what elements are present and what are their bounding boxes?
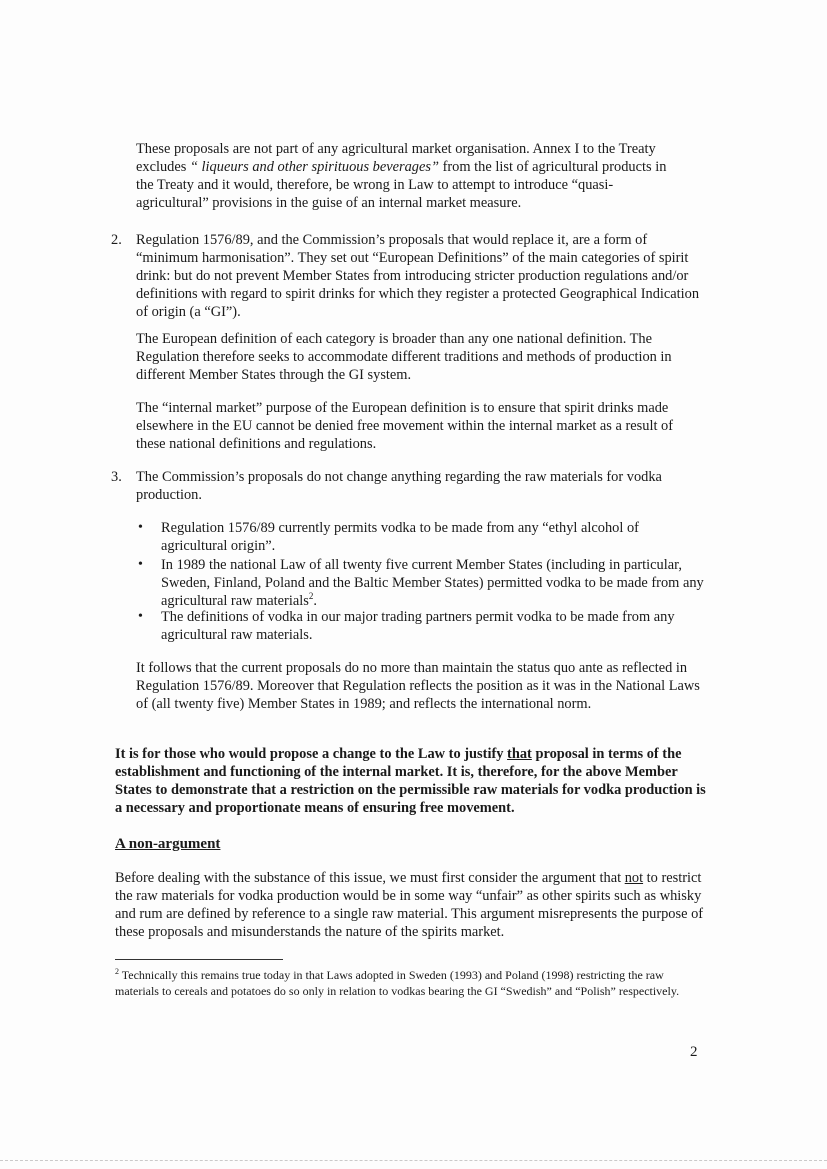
- item-3-text: The Commission’s proposals do not change anything regarding the raw materials for vodka production.: [136, 469, 662, 503]
- bullet-item-2-end: .: [313, 593, 317, 609]
- section-paragraph: [115, 869, 710, 941]
- page-number: 2: [690, 1044, 698, 1060]
- intro-paragraph: [136, 140, 706, 212]
- bullet-icon: •: [138, 609, 143, 624]
- section-paragraph-part-c: to restrict the raw materials for vodka production would be in some way “unfair” as other spirits such as whisky and rum are defined by reference to a single raw material. This argument misrepresents the purpose of these proposals and misunderstands the nature of the spirits market.: [115, 870, 704, 940]
- intro-line-3: the Treaty and it would, therefore, be wrong in Law to attempt to introduce “quasi-: [136, 177, 614, 193]
- scan-edge-divider: [0, 1160, 827, 1161]
- bold-paragraph-part-c: proposal in terms of the establishment and functioning of the internal market. It is, therefore, for the above Member States to demonstrate that a restriction on the permissible raw materials for vodka production is a necessary and proportionate means of ensuring free movement.: [115, 746, 706, 816]
- item-2-number: 2.: [111, 232, 122, 248]
- footnote-divider: [115, 959, 283, 960]
- bullet-item-3: The definitions of vodka in our major trading partners permit vodka to be made from any agricultural raw materials.: [161, 609, 675, 643]
- section-paragraph-emphasis: not: [624, 870, 644, 886]
- footnote-marker: 2: [115, 967, 119, 976]
- bold-paragraph-emphasis: that: [507, 746, 532, 762]
- bullet-item-1: Regulation 1576/89 currently permits vodka to be made from any “ethyl alcohol of agricultural origin”.: [161, 520, 639, 554]
- item-3-conclusion: It follows that the current proposals do no more than maintain the status quo ante as reflected in Regulation 1576/89. Moreover that Regulation reflects the position as it was in the National Laws of (all twenty five) Member States in 1989; and reflects the international norm.: [136, 660, 700, 712]
- item-2-text: Regulation 1576/89, and the Commission’s proposals that would replace it, are a form of “minimum harmonisation”. They set out “European Definitions” of the main categories of spirit drink: but do not prevent Member States from introducing stricter production regulations and/or definitions with regard to spirit drinks for which they register a protected Geographical Indication of origin (a “GI”).: [136, 232, 700, 320]
- item-2-paragraph-2: The European definition of each category is broader than any one national definition. The Regulation therefore seeks to accommodate different traditions and methods of production in different Member States through the GI system.: [136, 331, 672, 383]
- footnote-reference: 2: [308, 591, 314, 602]
- item-2-paragraph-3: The “internal market” purpose of the European definition is to ensure that spirit drinks made elsewhere in the EU cannot be denied free movement within the internal market as a result of these national definitions and regulations.: [136, 400, 674, 452]
- bold-paragraph-part-a: It is for those who would propose a change to the Law to justify: [115, 746, 508, 762]
- intro-line-2c: from the list of agricultural products in: [439, 159, 667, 175]
- section-paragraph-part-a: Before dealing with the substance of this issue, we must first consider the argument that: [115, 870, 625, 886]
- footnote: [115, 967, 705, 999]
- intro-quote: “ liqueurs and other spirituous beverages”: [189, 159, 439, 175]
- bullet-icon: •: [138, 520, 143, 535]
- intro-line-4: agricultural” provisions in the guise of an internal market measure.: [136, 195, 522, 211]
- intro-line-2a: excludes: [136, 159, 190, 175]
- bullet-icon: •: [138, 557, 143, 572]
- bullet-item-2-text: In 1989 the national Law of all twenty five current Member States (including in particular, Sweden, Finland, Poland and the Baltic Member States) permitted vodka to be made from any agricultural raw materials: [161, 557, 704, 609]
- item-3-number: 3.: [111, 469, 122, 485]
- intro-line-1: These proposals are not part of any agricultural market organisation. Annex I to the Treaty: [136, 141, 656, 157]
- footnote-text: Technically this remains true today in that Laws adopted in Sweden (1993) and Poland (1998) restricting the raw materials to cereals and potatoes do so only in relation to vodkas bearing the GI “Swedish” and “Polish” respectively.: [115, 968, 680, 998]
- section-heading: A non-argument: [115, 836, 221, 852]
- bullet-item-2: [161, 556, 706, 610]
- bold-paragraph: [115, 745, 710, 817]
